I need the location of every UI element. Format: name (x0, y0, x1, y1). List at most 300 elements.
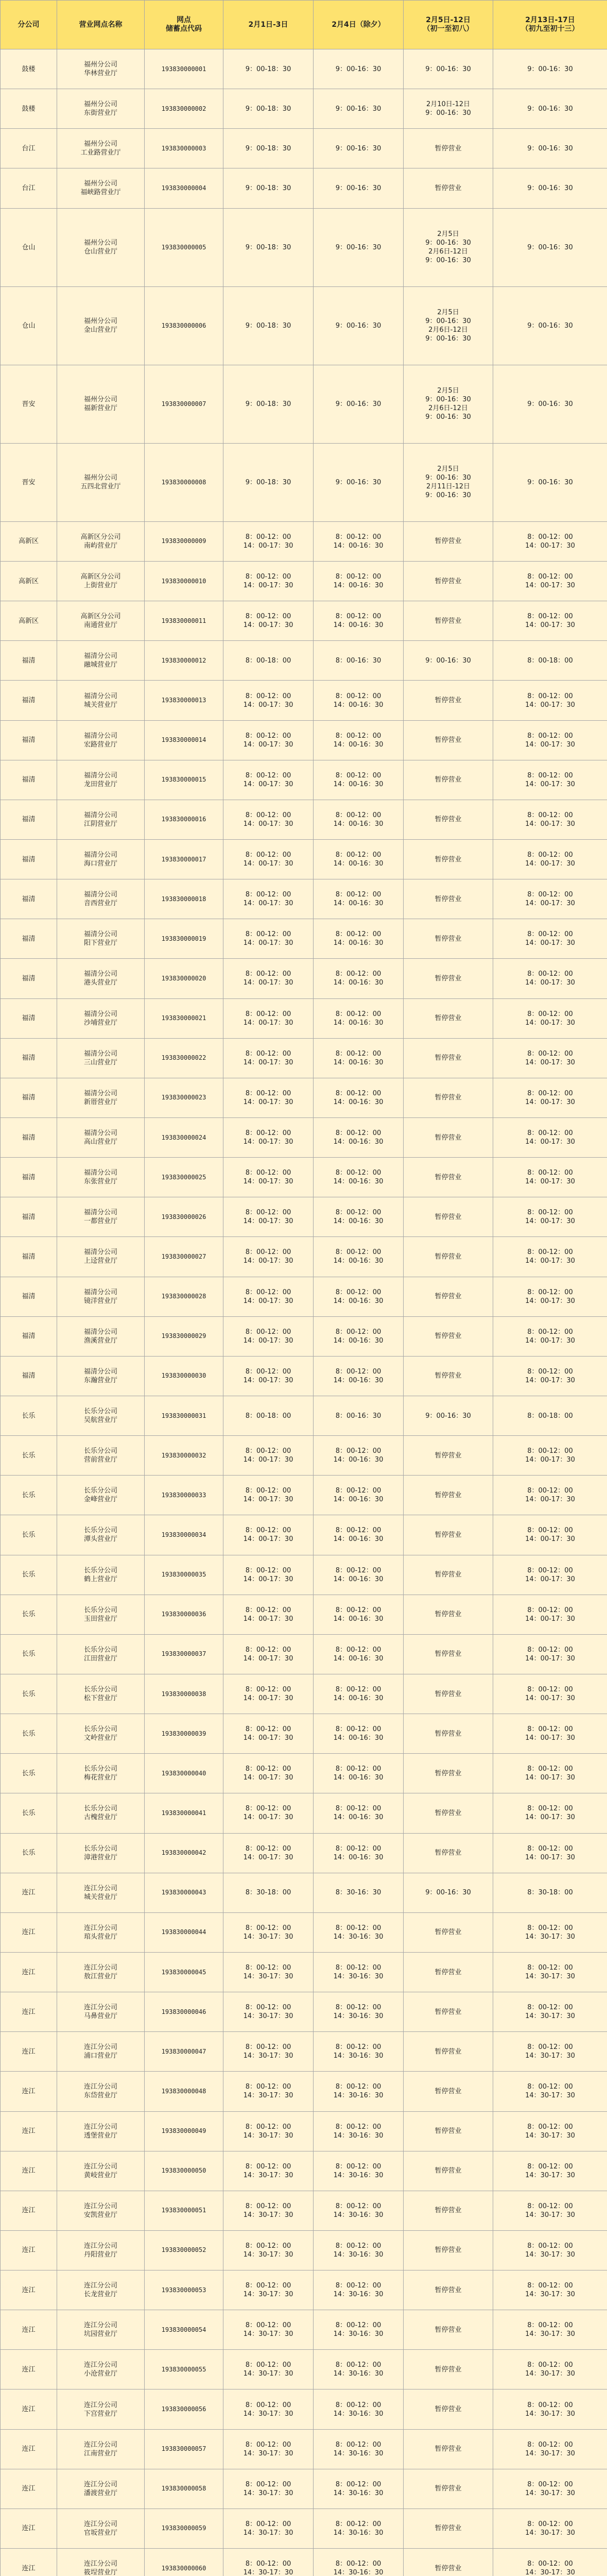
outlet-name-cell: 福清分公司 新厝营业厅 (57, 1078, 145, 1117)
branch-cell: 鼓楼 (1, 49, 57, 89)
feb-1-3-hours-cell: 8：00-12：00 14：30-17：30 (223, 2111, 314, 2151)
outlet-name-cell: 福州分公司 金山营业厅 (57, 286, 145, 365)
outlet-code-cell: 193830000033 (145, 1476, 223, 1515)
table-row (1, 286, 607, 365)
branch-cell: 连江 (1, 1912, 57, 1952)
table-row (1, 1833, 607, 1873)
outlet-code-cell: 193830000027 (145, 1237, 223, 1277)
feb-4-hours-cell: 8：00-12：00 14：30-16：30 (314, 2230, 404, 2270)
feb-5-12-hours-cell: 暂停营业 (404, 1476, 493, 1515)
feb-13-17-hours-cell: 8：00-12：00 14：00-17：30 (493, 1158, 607, 1197)
feb-13-17-hours-cell: 9：00-16：30 (493, 286, 607, 365)
feb-4-hours-cell: 8：00-12：00 14：00-16：30 (314, 998, 404, 1038)
feb-13-17-hours-cell: 8：00-12：00 14：00-17：30 (493, 998, 607, 1038)
feb-1-3-hours-cell: 8：00-12：00 14：30-17：30 (223, 2191, 314, 2230)
table-row (1, 601, 607, 641)
feb-5-12-hours-cell: 暂停营业 (404, 1117, 493, 1157)
branch-cell: 福清 (1, 840, 57, 879)
table-row (1, 1436, 607, 1476)
branch-cell: 高新区 (1, 601, 57, 641)
outlet-name-cell: 连江分公司 筱埕营业厅 (57, 2549, 145, 2576)
table-row (1, 1078, 607, 1117)
feb-1-3-hours-cell: 8：00-12：00 14：00-17：30 (223, 919, 314, 959)
table-row (1, 1117, 607, 1157)
feb-1-3-hours-cell: 8：00-12：00 14：30-17：30 (223, 2032, 314, 2072)
outlet-name-cell: 长乐分公司 梅花营业厅 (57, 1754, 145, 1793)
outlet-code-cell: 193830000015 (145, 760, 223, 800)
outlet-name-cell: 连江分公司 江南营业厅 (57, 2429, 145, 2469)
feb-5-12-hours-cell: 暂停营业 (404, 2310, 493, 2350)
table-row (1, 1277, 607, 1316)
outlet-code-cell: 193830000049 (145, 2111, 223, 2151)
outlet-code-cell: 193830000020 (145, 959, 223, 998)
outlet-code-cell: 193830000056 (145, 2389, 223, 2429)
feb-13-17-hours-cell: 8：00-18：00 (493, 1396, 607, 1435)
outlet-name-cell: 福清分公司 城关营业厅 (57, 681, 145, 720)
feb-13-17-hours-cell: 8：00-12：00 14：30-17：30 (493, 2429, 607, 2469)
header-feb-5-12: 2月5日-12日 （初一至初八） (404, 1, 493, 49)
table-row (1, 879, 607, 919)
feb-13-17-hours-cell: 8：00-12：00 14：30-17：30 (493, 2350, 607, 2389)
table-row (1, 2151, 607, 2191)
feb-5-12-hours-cell: 暂停营业 (404, 1436, 493, 1476)
outlet-name-cell: 连江分公司 马鼻营业厅 (57, 1992, 145, 2032)
feb-5-12-hours-cell: 2月5日 9：00-16：30 2月6日-12日 9：00-16：30 (404, 286, 493, 365)
branch-cell: 仓山 (1, 286, 57, 365)
header-feb-4: 2月4日（除夕） (314, 1, 404, 49)
feb-13-17-hours-cell: 8：00-12：00 14：00-17：30 (493, 1316, 607, 1356)
header-outlet-name: 营业网点名称 (57, 1, 145, 49)
feb-4-hours-cell: 8：00-12：00 14：30-16：30 (314, 1912, 404, 1952)
outlet-code-cell: 193830000039 (145, 1714, 223, 1754)
feb-5-12-hours-cell: 暂停营业 (404, 1356, 493, 1396)
outlet-code-cell: 193830000057 (145, 2429, 223, 2469)
feb-13-17-hours-cell: 8：00-12：00 14：30-17：30 (493, 2191, 607, 2230)
feb-5-12-hours-cell: 暂停营业 (404, 1833, 493, 1873)
feb-1-3-hours-cell: 8：00-12：00 14：00-17：30 (223, 879, 314, 919)
branch-cell: 福清 (1, 760, 57, 800)
outlet-name-cell: 高新区分公司 南通营业厅 (57, 601, 145, 641)
outlet-code-cell: 193830000019 (145, 919, 223, 959)
feb-1-3-hours-cell: 8：00-12：00 14：30-17：30 (223, 1952, 314, 1992)
branch-cell: 连江 (1, 2270, 57, 2310)
feb-1-3-hours-cell: 8：00-12：00 14：30-17：30 (223, 2509, 314, 2548)
feb-4-hours-cell: 8：00-12：00 14：30-16：30 (314, 2111, 404, 2151)
outlet-code-cell: 193830000036 (145, 1595, 223, 1634)
feb-13-17-hours-cell: 8：00-12：00 14：00-17：30 (493, 1078, 607, 1117)
table-row (1, 919, 607, 959)
feb-1-3-hours-cell: 8：00-12：00 14：00-17：30 (223, 601, 314, 641)
branch-cell: 仓山 (1, 208, 57, 286)
table-row (1, 2072, 607, 2111)
outlet-name-cell: 连江分公司 安凯营业厅 (57, 2191, 145, 2230)
outlet-code-cell: 193830000010 (145, 562, 223, 601)
feb-5-12-hours-cell: 9：00-16：30 (404, 49, 493, 89)
feb-1-3-hours-cell: 8：00-12：00 14：00-17：30 (223, 1515, 314, 1555)
feb-5-12-hours-cell: 暂停营业 (404, 1316, 493, 1356)
table-row (1, 998, 607, 1038)
feb-4-hours-cell: 8：00-16：30 (314, 1396, 404, 1435)
feb-4-hours-cell: 8：00-12：00 14：00-16：30 (314, 1277, 404, 1316)
feb-4-hours-cell: 8：00-12：00 14：00-16：30 (314, 1038, 404, 1078)
feb-13-17-hours-cell: 8：00-12：00 14：30-17：30 (493, 2072, 607, 2111)
outlet-name-cell: 福清分公司 上迳营业厅 (57, 1237, 145, 1277)
table-row (1, 1714, 607, 1754)
feb-4-hours-cell: 8：00-12：00 14：00-16：30 (314, 1436, 404, 1476)
branch-cell: 晋安 (1, 365, 57, 443)
table-row (1, 1912, 607, 1952)
feb-5-12-hours-cell: 暂停营业 (404, 2549, 493, 2576)
branch-cell: 福清 (1, 1237, 57, 1277)
feb-4-hours-cell: 8：00-12：00 14：00-16：30 (314, 1793, 404, 1833)
feb-5-12-hours-cell: 暂停营业 (404, 601, 493, 641)
outlet-code-cell: 193830000053 (145, 2270, 223, 2310)
branch-cell: 福清 (1, 681, 57, 720)
outlet-code-cell: 193830000046 (145, 1992, 223, 2032)
outlet-name-cell: 福清分公司 海口营业厅 (57, 840, 145, 879)
outlet-code-cell: 193830000030 (145, 1356, 223, 1396)
feb-1-3-hours-cell: 8：00-12：00 14：00-17：30 (223, 521, 314, 561)
feb-1-3-hours-cell: 8：00-12：00 14：00-17：30 (223, 1754, 314, 1793)
feb-4-hours-cell: 8：00-12：00 14：00-16：30 (314, 1674, 404, 1714)
table-row (1, 1634, 607, 1674)
feb-5-12-hours-cell: 暂停营业 (404, 1714, 493, 1754)
outlet-code-cell: 193830000040 (145, 1754, 223, 1793)
table-row (1, 443, 607, 521)
outlet-name-cell: 福州分公司 福新营业厅 (57, 365, 145, 443)
feb-1-3-hours-cell: 8：00-12：00 14：00-17：30 (223, 1714, 314, 1754)
feb-5-12-hours-cell: 暂停营业 (404, 919, 493, 959)
feb-13-17-hours-cell: 8：00-12：00 14：30-17：30 (493, 2310, 607, 2350)
header-branch: 分公司 (1, 1, 57, 49)
outlet-code-cell: 193830000011 (145, 601, 223, 641)
outlet-name-cell: 福清分公司 阳下营业厅 (57, 919, 145, 959)
outlet-code-cell: 193830000047 (145, 2032, 223, 2072)
branch-cell: 福清 (1, 1158, 57, 1197)
outlet-name-cell: 长乐分公司 文岭营业厅 (57, 1714, 145, 1754)
feb-1-3-hours-cell: 8：00-12：00 14：00-17：30 (223, 1793, 314, 1833)
feb-13-17-hours-cell: 8：00-12：00 14：00-17：30 (493, 1634, 607, 1674)
feb-5-12-hours-cell: 暂停营业 (404, 720, 493, 760)
feb-13-17-hours-cell: 9：00-16：30 (493, 365, 607, 443)
outlet-code-cell: 193830000013 (145, 681, 223, 720)
feb-13-17-hours-cell: 8：00-12：00 14：00-17：30 (493, 919, 607, 959)
feb-13-17-hours-cell: 9：00-16：30 (493, 49, 607, 89)
feb-5-12-hours-cell: 暂停营业 (404, 1992, 493, 2032)
branch-cell: 长乐 (1, 1714, 57, 1754)
outlet-name-cell: 长乐分公司 潭头营业厅 (57, 1515, 145, 1555)
branch-cell: 福清 (1, 1197, 57, 1237)
feb-1-3-hours-cell: 8：00-12：00 14：30-17：30 (223, 2230, 314, 2270)
feb-13-17-hours-cell: 8：00-12：00 14：00-17：30 (493, 1436, 607, 1476)
feb-5-12-hours-cell: 暂停营业 (404, 2191, 493, 2230)
branch-cell: 长乐 (1, 1595, 57, 1634)
outlet-name-cell: 连江分公司 坑园营业厅 (57, 2310, 145, 2350)
feb-5-12-hours-cell: 暂停营业 (404, 760, 493, 800)
table-row (1, 2429, 607, 2469)
outlet-code-cell: 193830000007 (145, 365, 223, 443)
feb-13-17-hours-cell: 8：00-12：00 14：00-17：30 (493, 760, 607, 800)
feb-1-3-hours-cell: 8：00-12：00 14：00-17：30 (223, 720, 314, 760)
outlet-code-cell: 193830000006 (145, 286, 223, 365)
feb-5-12-hours-cell: 暂停营业 (404, 2072, 493, 2111)
feb-1-3-hours-cell: 8：00-12：00 14：00-17：30 (223, 1674, 314, 1714)
feb-13-17-hours-cell: 8：00-12：00 14：30-17：30 (493, 2151, 607, 2191)
feb-13-17-hours-cell: 8：00-12：00 14：00-17：30 (493, 1674, 607, 1714)
feb-4-hours-cell: 8：00-12：00 14：30-16：30 (314, 2310, 404, 2350)
feb-4-hours-cell: 8：00-12：00 14：30-16：30 (314, 2389, 404, 2429)
outlet-code-cell: 193830000060 (145, 2549, 223, 2576)
table-row (1, 1754, 607, 1793)
feb-4-hours-cell: 9：00-16：30 (314, 286, 404, 365)
table-row (1, 1476, 607, 1515)
outlet-name-cell: 连江分公司 琯头营业厅 (57, 1912, 145, 1952)
feb-5-12-hours-cell: 暂停营业 (404, 1237, 493, 1277)
feb-4-hours-cell: 8：00-12：00 14：00-16：30 (314, 959, 404, 998)
feb-5-12-hours-cell: 暂停营业 (404, 1158, 493, 1197)
feb-13-17-hours-cell: 8：00-12：00 14：00-17：30 (493, 800, 607, 839)
outlet-code-cell: 193830000005 (145, 208, 223, 286)
feb-4-hours-cell: 8：00-12：00 14：30-16：30 (314, 2469, 404, 2509)
branch-cell: 连江 (1, 2469, 57, 2509)
outlet-name-cell: 连江分公司 敖江营业厅 (57, 1952, 145, 1992)
branch-cell: 连江 (1, 2032, 57, 2072)
outlet-name-cell: 福州分公司 仓山营业厅 (57, 208, 145, 286)
outlet-code-cell: 193830000026 (145, 1197, 223, 1237)
outlet-code-cell: 193830000008 (145, 443, 223, 521)
outlet-code-cell: 193830000043 (145, 1873, 223, 1912)
branch-cell: 福清 (1, 1316, 57, 1356)
table-row (1, 760, 607, 800)
feb-5-12-hours-cell: 暂停营业 (404, 1277, 493, 1316)
branch-cell: 福清 (1, 919, 57, 959)
feb-5-12-hours-cell: 暂停营业 (404, 2429, 493, 2469)
table-row (1, 1158, 607, 1197)
feb-13-17-hours-cell: 9：00-16：30 (493, 208, 607, 286)
table-row (1, 1555, 607, 1595)
feb-1-3-hours-cell: 8：30-18：00 (223, 1873, 314, 1912)
outlet-code-cell: 193830000041 (145, 1793, 223, 1833)
outlet-name-cell: 连江分公司 丹阳营业厅 (57, 2230, 145, 2270)
branch-cell: 高新区 (1, 562, 57, 601)
feb-1-3-hours-cell: 8：00-12：00 14：00-17：30 (223, 1197, 314, 1237)
outlet-name-cell: 连江分公司 长龙营业厅 (57, 2270, 145, 2310)
feb-4-hours-cell: 8：00-12：00 14：00-16：30 (314, 879, 404, 919)
feb-5-12-hours-cell: 9：00-16：30 (404, 1873, 493, 1912)
outlet-code-cell: 193830000022 (145, 1038, 223, 1078)
feb-1-3-hours-cell: 8：00-12：00 14：00-17：30 (223, 1595, 314, 1634)
outlet-code-cell: 193830000034 (145, 1515, 223, 1555)
feb-13-17-hours-cell: 8：00-12：00 14：00-17：30 (493, 1515, 607, 1555)
feb-1-3-hours-cell: 8：00-12：00 14：30-17：30 (223, 2389, 314, 2429)
feb-13-17-hours-cell: 8：00-12：00 14：00-17：30 (493, 879, 607, 919)
branch-cell: 福清 (1, 1078, 57, 1117)
table-row (1, 2549, 607, 2576)
feb-1-3-hours-cell: 9：00-18：30 (223, 129, 314, 168)
branch-cell: 长乐 (1, 1436, 57, 1476)
outlet-code-cell: 193830000035 (145, 1555, 223, 1595)
branch-cell: 连江 (1, 2509, 57, 2548)
feb-5-12-hours-cell: 暂停营业 (404, 1634, 493, 1674)
feb-5-12-hours-cell: 暂停营业 (404, 2469, 493, 2509)
feb-4-hours-cell: 8：00-12：00 14：00-16：30 (314, 1197, 404, 1237)
outlet-code-cell: 193830000037 (145, 1634, 223, 1674)
feb-1-3-hours-cell: 8：00-18：00 (223, 1396, 314, 1435)
feb-1-3-hours-cell: 8：00-12：00 14：00-17：30 (223, 562, 314, 601)
feb-13-17-hours-cell: 8：00-12：00 14：30-17：30 (493, 2270, 607, 2310)
feb-5-12-hours-cell: 2月5日 9：00-16：30 2月6日-12日 9：00-16：30 (404, 365, 493, 443)
feb-13-17-hours-cell: 8：00-12：00 14：00-17：30 (493, 720, 607, 760)
feb-1-3-hours-cell: 8：00-12：00 14：00-17：30 (223, 840, 314, 879)
branch-cell: 晋安 (1, 443, 57, 521)
feb-4-hours-cell: 8：00-12：00 14：00-16：30 (314, 562, 404, 601)
branch-cell: 长乐 (1, 1555, 57, 1595)
outlet-code-cell: 193830000038 (145, 1674, 223, 1714)
outlet-name-cell: 福州分公司 福峡路营业厅 (57, 168, 145, 208)
feb-4-hours-cell: 8：00-12：00 14：00-16：30 (314, 521, 404, 561)
table-row (1, 1595, 607, 1634)
branch-cell: 长乐 (1, 1793, 57, 1833)
feb-13-17-hours-cell: 8：30-18：00 (493, 1873, 607, 1912)
outlet-name-cell: 长乐分公司 鹤上营业厅 (57, 1555, 145, 1595)
feb-1-3-hours-cell: 8：00-12：00 14：30-17：30 (223, 2469, 314, 2509)
feb-5-12-hours-cell: 暂停营业 (404, 1078, 493, 1117)
table-row (1, 562, 607, 601)
feb-5-12-hours-cell: 暂停营业 (404, 1197, 493, 1237)
feb-5-12-hours-cell: 暂停营业 (404, 1555, 493, 1595)
table-row (1, 2469, 607, 2509)
feb-5-12-hours-cell: 9：00-16：30 (404, 1396, 493, 1435)
feb-4-hours-cell: 8：00-12：00 14：30-16：30 (314, 2429, 404, 2469)
feb-13-17-hours-cell: 8：00-12：00 14：30-17：30 (493, 2389, 607, 2429)
feb-4-hours-cell: 9：00-16：30 (314, 168, 404, 208)
table-row (1, 2310, 607, 2350)
table-row (1, 1515, 607, 1555)
outlet-code-cell: 193830000023 (145, 1078, 223, 1117)
feb-13-17-hours-cell: 8：00-12：00 14：30-17：30 (493, 2032, 607, 2072)
outlet-name-cell: 连江分公司 城关营业厅 (57, 1873, 145, 1912)
branch-cell: 连江 (1, 1992, 57, 2032)
feb-5-12-hours-cell: 暂停营业 (404, 2270, 493, 2310)
outlet-code-cell: 193830000059 (145, 2509, 223, 2548)
feb-4-hours-cell: 8：00-12：00 14：30-16：30 (314, 1952, 404, 1992)
outlet-code-cell: 193830000002 (145, 89, 223, 129)
branch-cell: 连江 (1, 2151, 57, 2191)
table-row (1, 2111, 607, 2151)
feb-13-17-hours-cell: 8：00-12：00 14：00-17：30 (493, 959, 607, 998)
table-row (1, 959, 607, 998)
outlet-name-cell: 长乐分公司 玉田营业厅 (57, 1595, 145, 1634)
feb-4-hours-cell: 8：00-12：00 14：00-16：30 (314, 720, 404, 760)
branch-cell: 高新区 (1, 521, 57, 561)
outlet-name-cell: 福清分公司 宏路营业厅 (57, 720, 145, 760)
outlet-code-cell: 193830000032 (145, 1436, 223, 1476)
branch-cell: 长乐 (1, 1754, 57, 1793)
table-row (1, 720, 607, 760)
outlet-name-cell: 福清分公司 沙埔营业厅 (57, 998, 145, 1038)
branch-cell: 连江 (1, 1952, 57, 1992)
branch-cell: 长乐 (1, 1515, 57, 1555)
feb-1-3-hours-cell: 8：00-12：00 14：00-17：30 (223, 998, 314, 1038)
feb-13-17-hours-cell: 9：00-16：30 (493, 168, 607, 208)
outlet-code-cell: 193830000024 (145, 1117, 223, 1157)
feb-1-3-hours-cell: 8：00-18：00 (223, 641, 314, 681)
table-row (1, 208, 607, 286)
feb-1-3-hours-cell: 8：00-12：00 14：30-17：30 (223, 2270, 314, 2310)
feb-5-12-hours-cell: 暂停营业 (404, 1595, 493, 1634)
outlet-code-cell: 193830000017 (145, 840, 223, 879)
feb-13-17-hours-cell: 8：00-12：00 14：00-17：30 (493, 1356, 607, 1396)
feb-4-hours-cell: 8：00-12：00 14：00-16：30 (314, 1515, 404, 1555)
feb-4-hours-cell: 8：00-12：00 14：00-16：30 (314, 1714, 404, 1754)
feb-13-17-hours-cell: 8：00-12：00 14：30-17：30 (493, 1952, 607, 1992)
branch-cell: 连江 (1, 2310, 57, 2350)
feb-4-hours-cell: 8：00-12：00 14：00-16：30 (314, 1754, 404, 1793)
feb-1-3-hours-cell: 8：00-12：00 14：30-17：30 (223, 2429, 314, 2469)
feb-1-3-hours-cell: 8：00-12：00 14：30-17：30 (223, 2151, 314, 2191)
table-row (1, 2509, 607, 2548)
feb-5-12-hours-cell: 暂停营业 (404, 2111, 493, 2151)
feb-13-17-hours-cell: 8：00-12：00 14：00-17：30 (493, 1793, 607, 1833)
feb-1-3-hours-cell: 9：00-18：30 (223, 208, 314, 286)
outlet-code-cell: 193830000009 (145, 521, 223, 561)
feb-1-3-hours-cell: 8：00-12：00 14：00-17：30 (223, 959, 314, 998)
feb-13-17-hours-cell: 8：00-12：00 14：30-17：30 (493, 1912, 607, 1952)
feb-5-12-hours-cell: 2月5日 9：00-16：30 2月11日-12日 9：00-16：30 (404, 443, 493, 521)
feb-4-hours-cell: 8：00-12：00 14：00-16：30 (314, 1595, 404, 1634)
feb-4-hours-cell: 8：00-12：00 14：30-16：30 (314, 2191, 404, 2230)
branch-cell: 福清 (1, 1117, 57, 1157)
feb-13-17-hours-cell: 8：00-12：00 14：00-17：30 (493, 601, 607, 641)
outlet-code-cell: 193830000052 (145, 2230, 223, 2270)
feb-13-17-hours-cell: 8：00-12：00 14：00-17：30 (493, 1833, 607, 1873)
feb-4-hours-cell: 9：00-16：30 (314, 443, 404, 521)
feb-4-hours-cell: 8：30-16：30 (314, 1873, 404, 1912)
feb-13-17-hours-cell: 8：00-12：00 14：00-17：30 (493, 1555, 607, 1595)
feb-4-hours-cell: 9：00-16：30 (314, 49, 404, 89)
feb-4-hours-cell: 8：00-12：00 14：30-16：30 (314, 2270, 404, 2310)
feb-4-hours-cell: 8：00-12：00 14：30-16：30 (314, 2032, 404, 2072)
feb-5-12-hours-cell: 暂停营业 (404, 2032, 493, 2072)
outlet-code-cell: 193830000025 (145, 1158, 223, 1197)
feb-5-12-hours-cell: 2月5日 9：00-16：30 2月6日-12日 9：00-16：30 (404, 208, 493, 286)
feb-13-17-hours-cell: 8：00-18：00 (493, 641, 607, 681)
header-outlet-code: 网点 储蓄点代码 (145, 1, 223, 49)
table-row (1, 2350, 607, 2389)
feb-4-hours-cell: 8：00-12：00 14：00-16：30 (314, 1476, 404, 1515)
table-row (1, 1038, 607, 1078)
table-row (1, 840, 607, 879)
feb-1-3-hours-cell: 8：00-12：00 14：00-17：30 (223, 1833, 314, 1873)
table-row (1, 1356, 607, 1396)
feb-13-17-hours-cell: 8：00-12：00 14：00-17：30 (493, 840, 607, 879)
feb-4-hours-cell: 8：00-12：00 14：00-16：30 (314, 800, 404, 839)
feb-4-hours-cell: 8：00-12：00 14：00-16：30 (314, 1078, 404, 1117)
branch-cell: 连江 (1, 2429, 57, 2469)
feb-5-12-hours-cell: 暂停营业 (404, 1515, 493, 1555)
feb-4-hours-cell: 8：00-16：30 (314, 641, 404, 681)
feb-4-hours-cell: 9：00-16：30 (314, 365, 404, 443)
feb-5-12-hours-cell: 暂停营业 (404, 1754, 493, 1793)
feb-4-hours-cell: 8：00-12：00 14：00-16：30 (314, 1555, 404, 1595)
branch-cell: 福清 (1, 1356, 57, 1396)
outlet-name-cell: 福清分公司 镜洋营业厅 (57, 1277, 145, 1316)
feb-13-17-hours-cell: 8：00-12：00 14：30-17：30 (493, 2509, 607, 2548)
table-row (1, 1316, 607, 1356)
feb-1-3-hours-cell: 8：00-12：00 14：30-17：30 (223, 2310, 314, 2350)
branch-cell: 鼓楼 (1, 89, 57, 129)
feb-13-17-hours-cell: 9：00-16：30 (493, 89, 607, 129)
